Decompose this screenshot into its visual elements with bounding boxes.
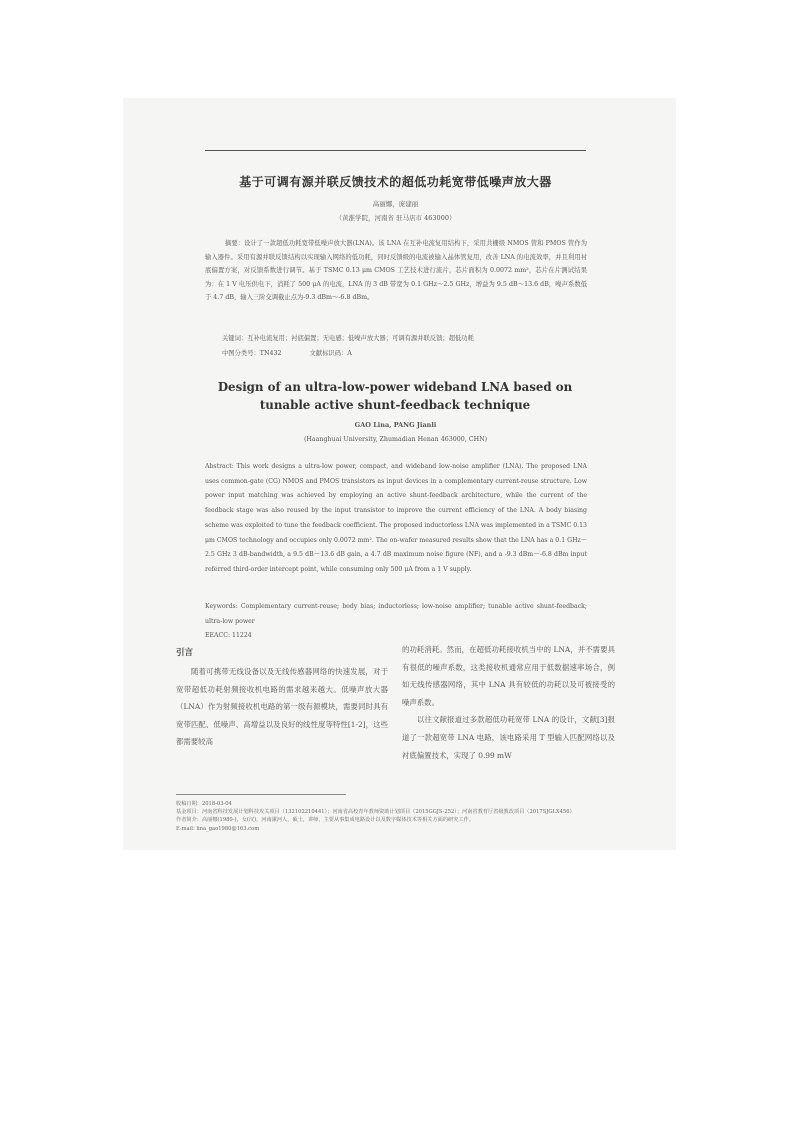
header-rule	[205, 150, 586, 151]
intro-left-column: 随着可携带无线设备以及无线传感器网络的快速发展，对于宽带超低功耗射频接收机电路的需求越来越大。低噪声放大器（LNA）作为射频接收机电路的第一级有源模块，需要同时具有宽带匹配、低噪声、高增益以及良好的线性度等特性[1-2]，这些都需要较高	[176, 667, 388, 747]
intro-right-column	[402, 641, 615, 764]
authors-chinese: 高丽娜，庞建丽	[372, 200, 419, 208]
abstract-chinese: 摘要：设计了一款超低功耗宽带低噪声放大器(LNA)。该 LNA 在互补电流复用结构下，采用共栅级 NMOS 管和 PMOS 管作为输入器件。采用有源并联反馈结构以实现输入网络的低功耗，同时反馈级的电流被输入晶体管复用，改善 LNA 的电流效率，并且利用衬底偏置方案，对反馈系数进行调节。基于 TSMC 0.13 μm CMOS 工艺技术进行流片，芯片面积为 0.0072 mm²，芯片在片测试结果为：在 1 V 电压供电下，消耗了 500 μA 的电流，LNA 的 3 dB 带宽为 0.1 GHz～2.5 GHz，增益为 9.5 dB～13.6 dB，噪声系数低于 4.7 dB，输入三阶交调截止点为-9.3 dBm～-6.8 dBm。	[205, 240, 587, 302]
intro-right-paragraph-2: 以往文献报道过多款超低功耗宽带 LNA 的设计，文献[3]报道了一款超宽带 LNA 电路，该电路采用 T 型输入匹配网络以及衬底偏置技术，实现了 0.99 mW	[402, 715, 615, 760]
affiliation-english: (Haanghuai University, Zhumadian Henan 463000, CHN)	[303, 436, 488, 443]
footnote-email: E-mail: lina_gao1980@163.com	[176, 825, 260, 832]
keywords-chinese: 关键词：互补电流复用；衬底偏置；无电感；低噪声放大器；可调有源并联反馈；超低功耗	[222, 335, 474, 342]
footnote-author: 作者简介：高丽娜(1980-)，女(汉)，河南潔河人，硕士，讲师，主要从事集成电路设计以及数字媒体技术等相关方面的研究工作。	[176, 817, 474, 824]
affiliation-chinese: （黄淮学院，河南省 驻马店市 463000）	[335, 214, 456, 222]
footnotes	[176, 800, 616, 833]
title-chinese: 基于可调有源并联反馈技术的超低功耗宽带低噪声放大器	[239, 175, 552, 189]
title-english: Design of an ultra-low-power wideband LNA based on tunable active shunt-feedback technique	[217, 380, 573, 412]
section-heading-introduction: 引言	[176, 648, 194, 658]
clc-number: 中图分类号：TN432	[222, 350, 282, 357]
footnote-funding: 基金项目：河南省科技发展计划科技攻关项目（132102210441）；河南省高校青年教师资助计划项目（2015GGJS-252）；河南省教育厅省级教改项目（2017SJGLX456）	[176, 809, 575, 816]
eeacc-code: EEACC: 11224	[205, 632, 252, 639]
authors-english: GAO Lina, PANG Jianli	[354, 421, 437, 429]
footnote-received: 收稿日期：2018-03-04	[176, 801, 232, 807]
abstract-english: Abstract: This work designs a ultra-low power, compact, and wideband low-noise amplifier (LNA). The proposed LNA uses common-gate (CG) NMOS and PMOS transistors as input devices in a complementary current-reuse structure. Low power input matching was achieved by employing an active shunt-feedback architecture, while the current of the feedback stage was also reused by the input transistor to improve the current efficiency of the LNA. A body biasing scheme was exploited to tune the feedback coefficient. The proposed inductorless LNA was implemented in a TSMC 0.13 μm CMOS technology and occupies only 0.0072 mm². The on-wafer measured results show that the LNA has a 0.1 GHz～2.5 GHz 3 dB-bandwidth, a 9.5 dB～13.6 dB gain, a 4.7 dB maximum noise figure (NF), and a -9.3 dBm～-6.8 dBm input referred third-order intercept point, while consuming only 500 μA from a 1 V supply.	[205, 463, 587, 573]
keywords-english: Keywords: Complementary current-reuse; body bias; inductorless; low-noise amplifier; tunable active shunt-feedback; ultra-low power	[205, 603, 587, 625]
intro-right-paragraph-1: 的功耗消耗。然而，在超低功耗接收机当中的 LNA，并不需要具有很低的噪声系数，这类接收机通常应用于低数据速率场合，例如无线传感器网络，其中 LNA 具有较低的功耗以及可被接受的噪声系数。	[402, 645, 615, 707]
classification-chinese	[222, 348, 582, 357]
footnote-rule	[176, 794, 346, 795]
document-code: 文献标识码：A	[309, 350, 352, 357]
